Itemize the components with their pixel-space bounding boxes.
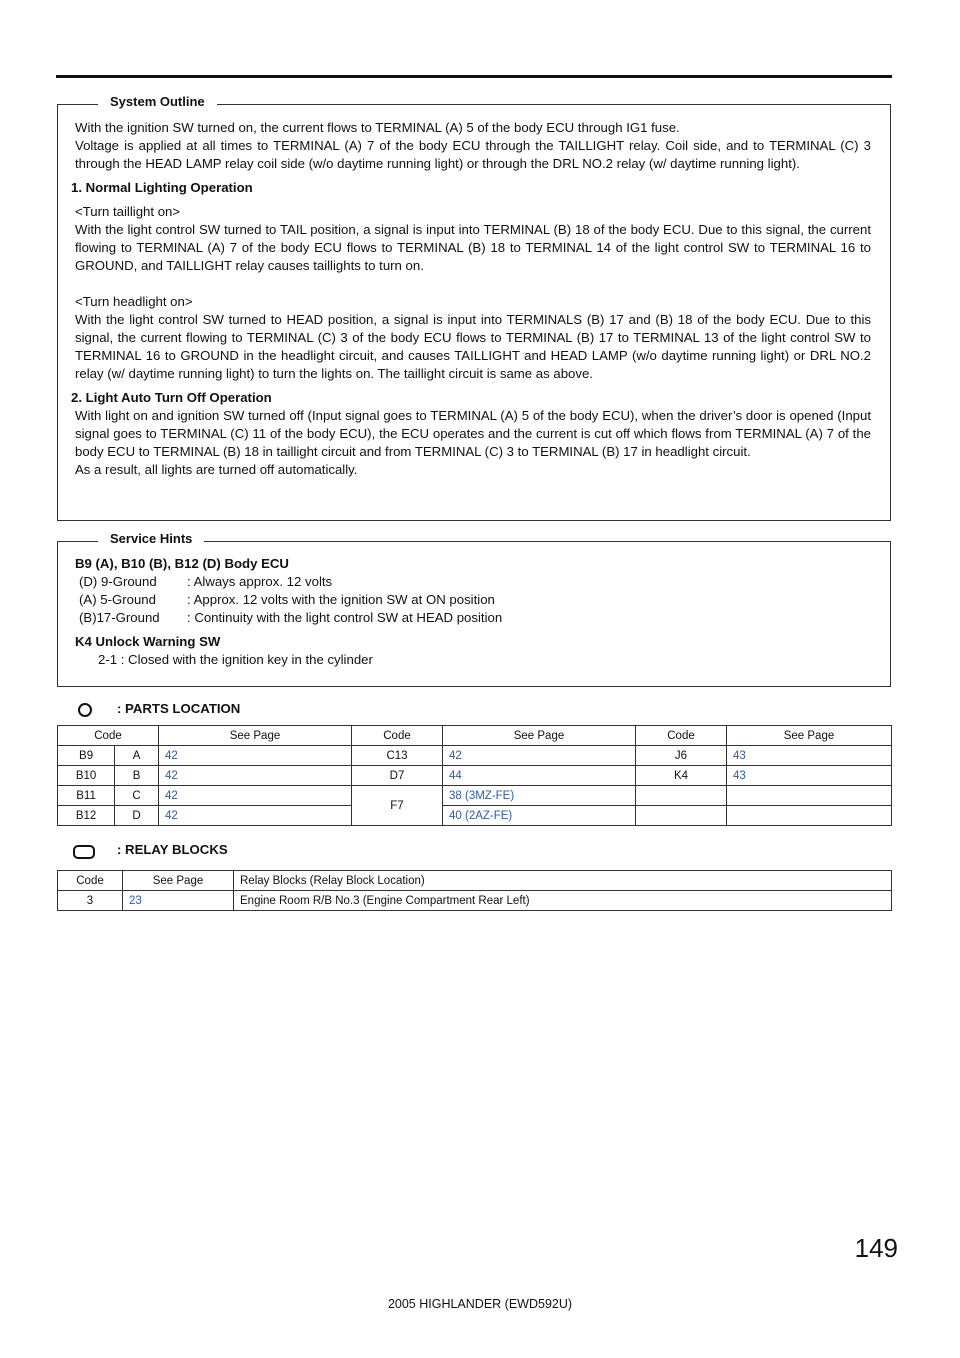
col-header: Relay Blocks (Relay Block Location): [234, 871, 892, 891]
hint-row: [75, 573, 873, 591]
page-link: [727, 786, 892, 806]
section-1-text-taillight: With the light control SW turned to TAIL position, a signal is input into TERMINAL (B) 18 of the body ECU. Due to this signal, the current flowing to TERMINAL (A) 7 of the body ECU flows to TERMINAL (B) 18 to TERMINAL 14 of the light control SW to TERMINAL 16 to GROUND, and TAILLIGHT relay causes taillights to turn on.: [75, 222, 871, 273]
table-header-row: [58, 871, 892, 891]
hint-desc: : Always approx. 12 volts: [187, 574, 333, 589]
section-1-sub-headlight: <Turn headlight on>: [75, 294, 193, 309]
intro-line-1: With the ignition SW turned on, the current flows to TERMINAL (A) 5 of the body ECU through IG1 fuse.: [75, 120, 680, 135]
page-link[interactable]: 42: [159, 766, 352, 786]
ecu-title: B9 (A), B10 (B), B12 (D) Body ECU: [75, 556, 289, 571]
code-cell: B9: [58, 746, 115, 766]
top-rule: [56, 75, 892, 78]
code-cell: J6: [636, 746, 727, 766]
code-cell: B10: [58, 766, 115, 786]
code-cell: [636, 786, 727, 806]
code-cell: 3: [58, 891, 123, 911]
page-link[interactable]: 42: [159, 746, 352, 766]
footer: 2005 HIGHLANDER (EWD592U): [387, 1297, 573, 1311]
section-1-title: 1. Normal Lighting Operation: [71, 180, 253, 195]
letter-cell: C: [115, 786, 159, 806]
code-cell: D7: [352, 766, 443, 786]
col-header: Code: [58, 871, 123, 891]
page-link[interactable]: 42: [443, 746, 636, 766]
hint-desc: : Approx. 12 volts with the ignition SW at ON position: [187, 592, 495, 607]
section-1-sub-taillight: <Turn taillight on>: [75, 204, 181, 219]
hint-term: (D) 9-Ground: [79, 574, 157, 589]
col-header: See Page: [443, 726, 636, 746]
col-header: Code: [352, 726, 443, 746]
sw-row: 2-1 : Closed with the ignition key in the cylinder: [98, 652, 373, 667]
hint-desc: : Continuity with the light control SW at HEAD position: [187, 610, 503, 625]
page-link[interactable]: 38 (3MZ-FE): [443, 786, 636, 806]
system-outline-box: [57, 94, 891, 521]
parts-location-table: [57, 725, 892, 826]
code-cell: K4: [636, 766, 727, 786]
page-link[interactable]: 40 (2AZ-FE): [443, 806, 636, 826]
code-cell: [636, 806, 727, 826]
table-row: [58, 891, 892, 911]
table-row: [58, 786, 892, 806]
hint-row: [75, 609, 873, 627]
table-row: [58, 746, 892, 766]
section-2-title: 2. Light Auto Turn Off Operation: [71, 390, 272, 405]
hint-term: (B)17-Ground: [79, 610, 160, 625]
service-hints-box: [57, 531, 891, 687]
page-link[interactable]: 44: [443, 766, 636, 786]
hint-term: (A) 5-Ground: [79, 592, 156, 607]
code-cell: F7: [352, 786, 443, 826]
letter-cell: B: [115, 766, 159, 786]
col-header: Code: [636, 726, 727, 746]
parts-location-circle-icon: [78, 703, 92, 717]
system-outline-legend: System Outline: [98, 94, 217, 109]
col-header: See Page: [123, 871, 234, 891]
page-link[interactable]: 23: [123, 891, 234, 911]
letter-cell: D: [115, 806, 159, 826]
code-cell: B12: [58, 806, 115, 826]
page-link[interactable]: 42: [159, 786, 352, 806]
table-header-row: [58, 726, 892, 746]
table-row: [58, 806, 892, 826]
page-link[interactable]: 43: [727, 746, 892, 766]
page-link[interactable]: 42: [159, 806, 352, 826]
sw-title: K4 Unlock Warning SW: [75, 634, 221, 649]
page-link[interactable]: 43: [727, 766, 892, 786]
relay-desc-cell: Engine Room R/B No.3 (Engine Compartment Rear Left): [234, 891, 892, 911]
code-cell: B11: [58, 786, 115, 806]
section-2-text-1: With light on and ignition SW turned off (Input signal goes to TERMINAL (A) 5 of the body ECU), when the driver’s door is opened (Input signal goes to TERMINAL (C) 11 of the body ECU), the ECU operates and the current is cut off which flows from TERMINAL (A) 7 of the body ECU to TERMINAL (B) 18 in taillight circuit and from TERMINAL (C) 3 to TERMINAL (B) 17 in headlight circuit.: [75, 408, 871, 459]
intro-line-2: Voltage is applied at all times to TERMINAL (A) 7 of the body ECU through the TAILLIGHT relay. Coil side, and to TERMINAL (C) 3 through the HEAD LAMP relay coil side (w/o daytime running light) or through the DRL NO.2 relay (w/ daytime running light).: [75, 138, 871, 171]
col-header: Code: [58, 726, 159, 746]
hint-row: [75, 591, 873, 609]
parts-location-title: : PARTS LOCATION: [117, 701, 241, 716]
code-cell: C13: [352, 746, 443, 766]
section-1-text-headlight: With the light control SW turned to HEAD position, a signal is input into TERMINALS (B) 17 and (B) 18 of the body ECU. Due to this signal, the current flowing to TERMINAL (C) 3 of the body ECU flows to TERMINAL (B) 17 to TERMINAL 13 of the light control SW to TERMINAL 16 to GROUND in the headlight circuit, and causes TAILLIGHT and HEAD LAMP (w/o daytime running light) or DRL NO.2 relay (w/ daytime running light) to turn the lights on. The taillight circuit is same as above.: [75, 312, 871, 381]
col-header: See Page: [727, 726, 892, 746]
relay-blocks-table: [57, 870, 892, 911]
table-row: [58, 766, 892, 786]
page-number: 149: [854, 1233, 898, 1263]
section-2-text-2: As a result, all lights are turned off automatically.: [75, 462, 358, 477]
page-link: [727, 806, 892, 826]
service-hints-legend: Service Hints: [98, 531, 204, 546]
relay-blocks-pill-icon: [73, 845, 95, 859]
relay-blocks-title: : RELAY BLOCKS: [117, 842, 228, 857]
col-header: See Page: [159, 726, 352, 746]
letter-cell: A: [115, 746, 159, 766]
